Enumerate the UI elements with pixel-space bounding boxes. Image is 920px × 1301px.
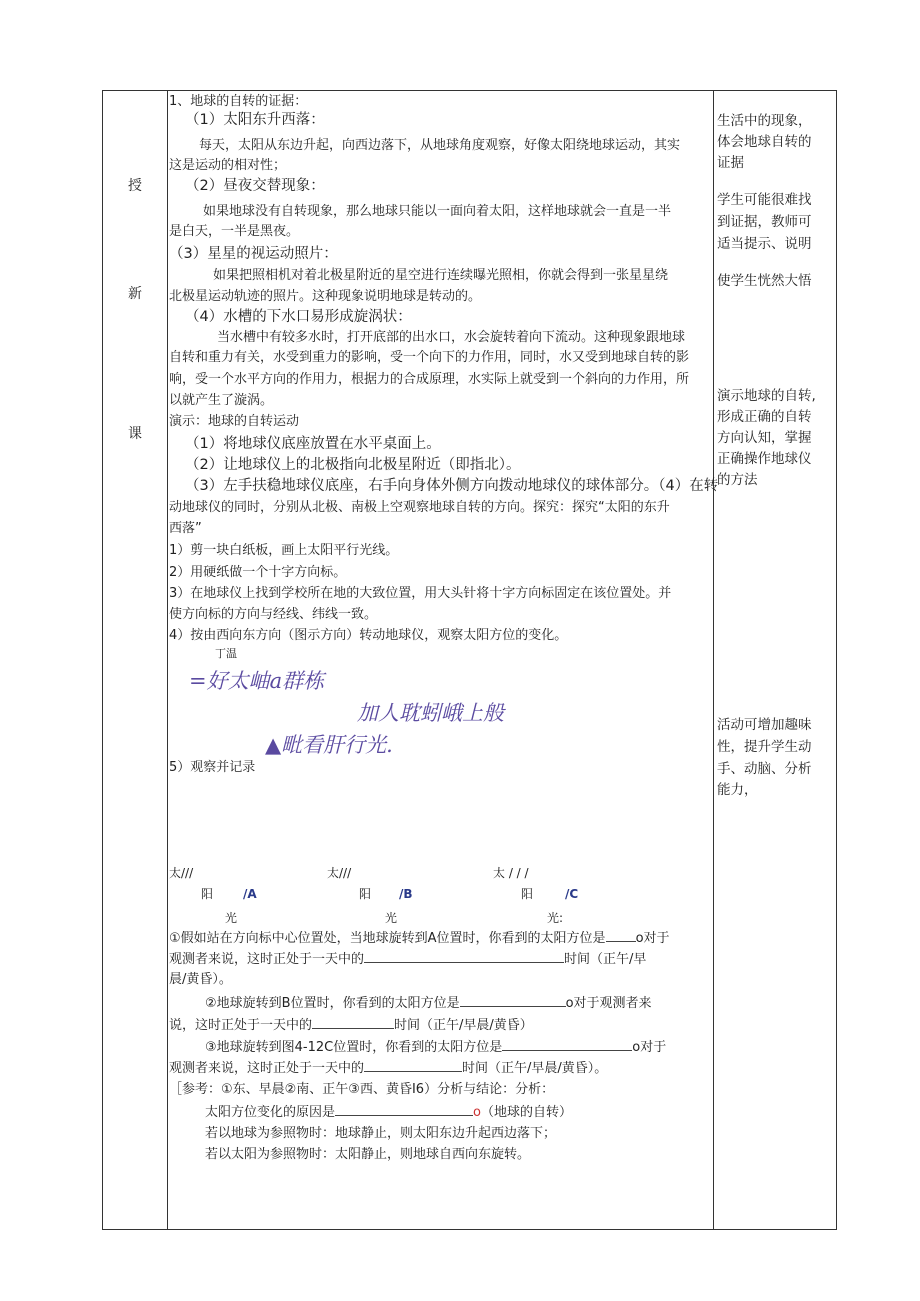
question-one-cont: 观测者来说，这时正处于一天中的 时间（正午/早: [169, 952, 647, 967]
sun-label: 光: [385, 911, 398, 925]
note-line: 手、动脑、分析: [717, 761, 812, 777]
text-line: 以就产生了漩涡。: [169, 393, 274, 408]
answer-blank[interactable]: [502, 1038, 632, 1051]
sun-label: 太 / / /: [493, 866, 529, 880]
note-line: 性，提升学生动: [717, 739, 812, 755]
text-line: 1）剪一块白纸板，画上太阳平行光线。: [169, 543, 399, 558]
text-line: （4）水槽的下水口易形成旋涡状：: [185, 309, 412, 325]
handwritten-line: ▲毗看肝行光.: [265, 733, 393, 757]
text-line: 3）在地球仪上找到学校所在地的大致位置，用大头针将十字方向标固定在该位置处。并: [169, 586, 672, 601]
text-line: （2）昼夜交替现象：: [185, 178, 325, 194]
step-five: 5）观察并记录: [169, 760, 256, 775]
text-line: 1、地球的自转的证据：: [169, 94, 308, 109]
note-line: 体会地球自转的: [717, 134, 812, 150]
text-line: 如果把照相机对着北极星附近的星空进行连续曝光照相，你就会得到一张星星绕: [213, 268, 669, 283]
sun-label: 光:: [547, 911, 564, 925]
handwritten-line: =好太岫a群栋: [189, 669, 325, 693]
note-line: 的方法: [717, 472, 758, 488]
text-line: 动地球仪的同时，分别从北极、南极上空观察地球自转的方向。探究：探究“太阳的东升: [169, 500, 670, 515]
note-line: 活动可增加趣味: [717, 717, 812, 733]
text-line: 这是运动的相对性；: [169, 158, 287, 173]
answer-blank[interactable]: [335, 1103, 473, 1116]
text-line: 北极星运动轨迹的照片。这种现象说明地球是转动的。: [169, 289, 482, 304]
section-char: 课: [128, 426, 142, 442]
question-two: ②地球旋转到B位置时，你看到的太阳方位是 o对于观测者来: [205, 996, 652, 1011]
sun-label: 光: [225, 911, 238, 925]
text-line: 是白天，一半是黑夜。: [169, 224, 300, 239]
text-line: 如果地球没有自转现象，那么地球只能以一面向着太阳，这样地球就会一直是一半: [203, 204, 672, 219]
section-char: 新: [128, 286, 142, 302]
note-line: 适当提示、说明: [717, 236, 812, 252]
note-line: 演示地球的自转,: [717, 388, 816, 404]
question-two-cont: 说，这时正处于一天中的 时间（正午/早晨/黄昏）: [169, 1018, 533, 1033]
answer-blank[interactable]: [364, 1059, 462, 1072]
handwritten-line: 加人耽蚓峨上般: [357, 701, 504, 725]
lesson-content: [169, 91, 719, 1229]
note-line: 证据: [717, 155, 744, 171]
text-line: 演示：地球的自转运动: [169, 414, 300, 429]
conclusion-line: 若以地球为参照物时：地球静止，则太阳东边升起西边落下；: [205, 1126, 557, 1141]
answer-blank[interactable]: [460, 994, 566, 1007]
note-line: 到证据，教师可: [717, 214, 812, 230]
text-line: 2）用硬纸做一个十字方向标。: [169, 565, 347, 580]
text-line: 使方向标的方向与经线、纬线一致。: [169, 607, 378, 622]
text-line: 4）按由西向东方向（图示方向）转动地球仪，观察太阳方位的变化。: [169, 628, 568, 643]
text-line: 西落”: [169, 521, 202, 536]
sun-label: 阳: [359, 887, 372, 901]
sun-label: 阳: [521, 887, 534, 901]
column-divider-left: [167, 91, 168, 1229]
reference-line: ［参考：①东、早晨②南、正午③西、黄昏I6）分析与结论：分析：: [169, 1082, 555, 1097]
note-line: 使学生恍然大悟: [717, 273, 812, 289]
note-line: 生活中的现象，: [717, 113, 812, 129]
section-label-column: [103, 91, 167, 1229]
figure-label: 丁温: [215, 647, 237, 660]
position-label: /B: [399, 887, 413, 901]
question-three-cont: 观测者来说，这时正处于一天中的 时间（正午/早晨/黄昏）。: [169, 1061, 608, 1076]
question-three: ③地球旋转到图4-12C位置时，你看到的太阳方位是 o对于: [205, 1040, 667, 1055]
answer-blank[interactable]: [606, 929, 636, 942]
text-line: （3）左手扶稳地球仪底座，右手向身体外侧方向拨动地球仪的球体部分。（4）在转: [185, 478, 719, 494]
question-one-end: 晨/黄昏）。: [169, 972, 232, 987]
position-label: /A: [243, 887, 257, 901]
sun-label: 太///: [169, 866, 194, 880]
sun-label: 阳: [201, 887, 214, 901]
answer-blank[interactable]: [364, 950, 564, 963]
text-line: 自转和重力有关，水受到重力的影响，受一个向下的力作用，同时，水又受到地球自转的影: [169, 350, 690, 365]
analysis-line: 太阳方位变化的原因是 o（地球的自转）: [205, 1105, 572, 1120]
text-line: （3）星星的视运动照片：: [169, 246, 338, 262]
note-line: 学生可能很难找: [717, 192, 812, 208]
text-line: （1）太阳东升西落：: [185, 112, 325, 128]
conclusion-line: 若以太阳为参照物时：太阳静止，则地球自西向东旋转。: [205, 1147, 531, 1162]
text-line: 当水槽中有较多水时，打开底部的出水口，水会旋转着向下流动。这种现象跟地球: [217, 330, 686, 345]
text-line: 响，受一个水平方向的作用力，根据力的合成原理，水实际上就受到一个斜向的力作用，所: [169, 372, 690, 387]
section-char: 授: [128, 178, 142, 194]
note-line: 正确操作地球仪: [717, 451, 812, 467]
question-one: ①假如站在方向标中心位置处，当地球旋转到A位置时，你看到的太阳方位是 o对于: [169, 931, 670, 946]
note-line: 方向认知，掌握: [717, 430, 812, 446]
text-line: （2）让地球仪上的北极指向北极星附近（即指北）。: [185, 457, 521, 473]
sun-label: 太///: [327, 866, 352, 880]
lesson-table: [102, 90, 837, 1230]
note-line: 能力，: [717, 782, 758, 798]
position-label: /C: [565, 887, 579, 901]
text-line: 每天，太阳从东边升起，向西边落下，从地球角度观察，好像太阳绕地球运动，其实: [199, 138, 681, 153]
text-line: （1）将地球仪底座放置在水平桌面上。: [185, 436, 441, 452]
note-line: 形成正确的自转: [717, 409, 812, 425]
answer-blank[interactable]: [312, 1016, 394, 1029]
